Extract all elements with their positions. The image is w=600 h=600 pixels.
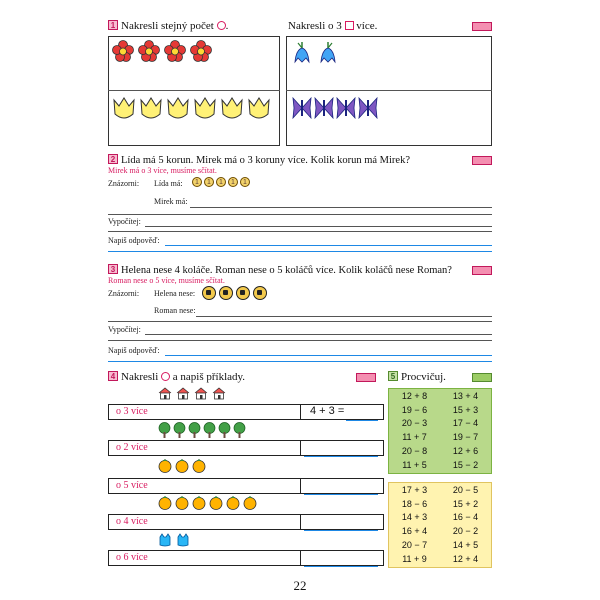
ex5-number: 5	[388, 371, 398, 381]
cake-icon	[219, 286, 233, 300]
ex2-vypocitej-label: Vypočítej:	[108, 217, 141, 226]
ex2-hint: Mirek má o 3 více, musíme sčítat.	[108, 166, 217, 175]
tulip-icon	[112, 96, 136, 122]
tulip-icon	[247, 96, 271, 122]
math-problem: 13 + 4	[452, 391, 479, 401]
coin-icon: 1	[192, 177, 202, 187]
orange-icon	[209, 496, 223, 510]
tulip-icon	[139, 96, 163, 122]
coin-icon: 1	[228, 177, 238, 187]
ex2-number: 2	[108, 154, 118, 164]
divider	[108, 231, 492, 232]
ex2-znazorni-label: Znázorni:	[108, 179, 140, 188]
ex3-hint: Roman nese o 5 více, musíme sčítat.	[108, 276, 225, 285]
math-problem: 14 + 5	[452, 539, 479, 550]
math-problem: 15 + 3	[452, 404, 479, 415]
calc-line[interactable]	[145, 226, 492, 227]
math-problem: 15 − 2	[452, 459, 479, 470]
ex1-right-title: Nakresli o 3 více.	[288, 20, 378, 32]
circle-icon	[161, 372, 170, 381]
page-number: 22	[293, 578, 307, 593]
ex2-odpoved-label: Napiš odpověď:	[108, 236, 160, 245]
yellow-grid	[389, 484, 491, 566]
ex1-left-title: 1 Nakresli stejný počet .	[108, 20, 228, 32]
calc-line[interactable]	[145, 334, 492, 335]
divider	[300, 404, 301, 420]
ex4-number: 4	[108, 371, 118, 381]
divider	[108, 340, 492, 341]
ex2-title: 2 Lída má 5 korun. Mirek má o 3 koruny více. Kolik korun má Mirek?	[108, 154, 410, 166]
divider	[300, 514, 301, 530]
circle-icon	[217, 21, 226, 30]
tulip-icon	[166, 96, 190, 122]
answer-line[interactable]	[108, 361, 492, 362]
butterfly-icon	[358, 96, 378, 120]
flower-icon	[190, 40, 212, 62]
ex4-row-label: o 6 více	[116, 552, 148, 563]
divider	[300, 550, 301, 566]
ex4-row-box[interactable]	[108, 440, 384, 456]
ex3-title: 3 Helena nese 4 koláče. Roman nese o 5 koláčů více. Kolik koláčů nese Roman?	[108, 264, 452, 276]
yellow-exercise-table	[388, 482, 492, 568]
ex4-equation: 4 + 3 =	[310, 405, 345, 417]
score-tag	[472, 22, 492, 31]
divider	[286, 90, 492, 91]
bellflower-row	[292, 40, 338, 64]
butterfly-icon	[314, 96, 334, 120]
butterfly-icon	[292, 96, 312, 120]
math-problem: 11 + 7	[402, 432, 427, 443]
divider	[108, 90, 280, 91]
green-exercise-table	[388, 388, 492, 474]
math-problem: 16 − 4	[452, 512, 479, 523]
math-problem: 17 + 3	[401, 485, 428, 495]
coin-icon: 1	[240, 177, 250, 187]
divider	[300, 478, 301, 494]
math-problem: 11 + 5	[402, 459, 427, 470]
answer-line[interactable]	[165, 245, 492, 246]
answer-line[interactable]	[346, 420, 378, 421]
bag-icon	[158, 533, 172, 547]
orange-icon	[158, 496, 172, 510]
flower-icon	[164, 40, 186, 62]
ex4-row-label: o 4 více	[116, 516, 148, 527]
math-problem: 20 − 8	[401, 445, 428, 456]
orange-icon	[158, 459, 172, 473]
house-row	[158, 387, 226, 400]
green-grid	[389, 390, 491, 472]
divider	[108, 214, 492, 215]
tulip-row	[112, 96, 271, 122]
ex4-row-box[interactable]	[108, 478, 384, 494]
divider	[300, 440, 301, 456]
flower-row	[112, 40, 212, 62]
ex2-mirek-label: Mirek má:	[154, 197, 188, 206]
answer-line[interactable]	[304, 494, 378, 495]
score-tag	[472, 266, 492, 275]
tree-icon	[203, 422, 216, 438]
orange-icon	[192, 496, 206, 510]
orange-icon	[243, 496, 257, 510]
roman-answer-line[interactable]	[196, 316, 492, 317]
flower-icon	[138, 40, 160, 62]
math-problem: 15 + 2	[452, 498, 479, 509]
tulip-icon	[220, 96, 244, 122]
orange-icon	[175, 459, 189, 473]
math-problem: 12 + 8	[401, 391, 428, 401]
ex5-title: 5 Procvičuj.	[388, 371, 446, 383]
answer-line[interactable]	[304, 530, 378, 531]
butterfly-row	[292, 96, 378, 120]
score-tag	[472, 373, 492, 382]
tree-icon	[173, 422, 186, 438]
butterfly-icon	[336, 96, 356, 120]
coin-icon: 1	[204, 177, 214, 187]
cake-icon	[236, 286, 250, 300]
score-tag	[356, 373, 376, 382]
house-icon	[176, 387, 190, 400]
mirek-answer-line[interactable]	[190, 207, 492, 208]
ex3-odpoved-label: Napiš odpověď:	[108, 346, 160, 355]
ex3-roman-label: Roman nese:	[154, 306, 196, 315]
bellflower-icon	[292, 40, 312, 64]
cake-icon	[253, 286, 267, 300]
math-problem: 16 + 4	[401, 526, 428, 537]
ex2-lida-label: Lída má:	[154, 179, 183, 188]
math-problem: 19 − 6	[401, 404, 428, 415]
math-problem: 12 + 4	[452, 553, 479, 564]
ex4-row-label: o 5 více	[116, 480, 148, 491]
ex3-number: 3	[108, 264, 118, 274]
tree-icon	[218, 422, 231, 438]
math-problem: 17 − 4	[452, 418, 479, 429]
square-icon	[345, 21, 354, 30]
coin-row	[192, 177, 252, 187]
orange-icon	[192, 459, 206, 473]
answer-line[interactable]	[165, 355, 492, 356]
coin-icon: 1	[216, 177, 226, 187]
fruit-row	[158, 459, 206, 473]
math-problem: 20 − 2	[452, 526, 479, 537]
orange-icon	[175, 496, 189, 510]
ex1-number: 1	[108, 20, 118, 30]
house-icon	[212, 387, 226, 400]
answer-line[interactable]	[108, 251, 492, 252]
ex4-row-box[interactable]	[108, 514, 384, 530]
ex4-row-box[interactable]	[108, 550, 384, 566]
flower-icon	[112, 40, 134, 62]
math-problem: 11 + 9	[402, 553, 427, 564]
orange-icon	[226, 496, 240, 510]
ex3-helena-label: Helena nese:	[154, 289, 196, 298]
math-problem: 14 + 3	[401, 512, 428, 523]
fruit-row	[158, 496, 257, 510]
score-tag	[472, 156, 492, 165]
ex4-row-label: o 2 více	[116, 442, 148, 453]
math-problem: 20 − 3	[401, 418, 428, 429]
bag-row	[158, 533, 190, 547]
tulip-icon	[193, 96, 217, 122]
math-problem: 12 + 6	[452, 445, 479, 456]
answer-line[interactable]	[304, 456, 378, 457]
math-problem: 19 − 7	[452, 432, 479, 443]
math-problem: 18 − 6	[401, 498, 428, 509]
cake-icon	[202, 286, 216, 300]
ex3-znazorni-label: Znázorni:	[108, 289, 140, 298]
house-icon	[194, 387, 208, 400]
bag-icon	[176, 533, 190, 547]
divider	[108, 321, 492, 322]
ex3-vypocitej-label: Vypočítej:	[108, 325, 141, 334]
ex4-row-label: o 3 více	[116, 406, 148, 417]
cake-row	[202, 286, 270, 300]
math-problem: 20 − 5	[452, 485, 479, 495]
tree-row	[158, 422, 246, 438]
answer-line[interactable]	[304, 566, 378, 567]
tree-icon	[188, 422, 201, 438]
house-icon	[158, 387, 172, 400]
tree-icon	[233, 422, 246, 438]
bellflower-icon	[318, 40, 338, 64]
tree-icon	[158, 422, 171, 438]
ex4-title: 4 Nakresli a napiš příklady.	[108, 371, 245, 383]
math-problem: 20 − 7	[401, 539, 428, 550]
